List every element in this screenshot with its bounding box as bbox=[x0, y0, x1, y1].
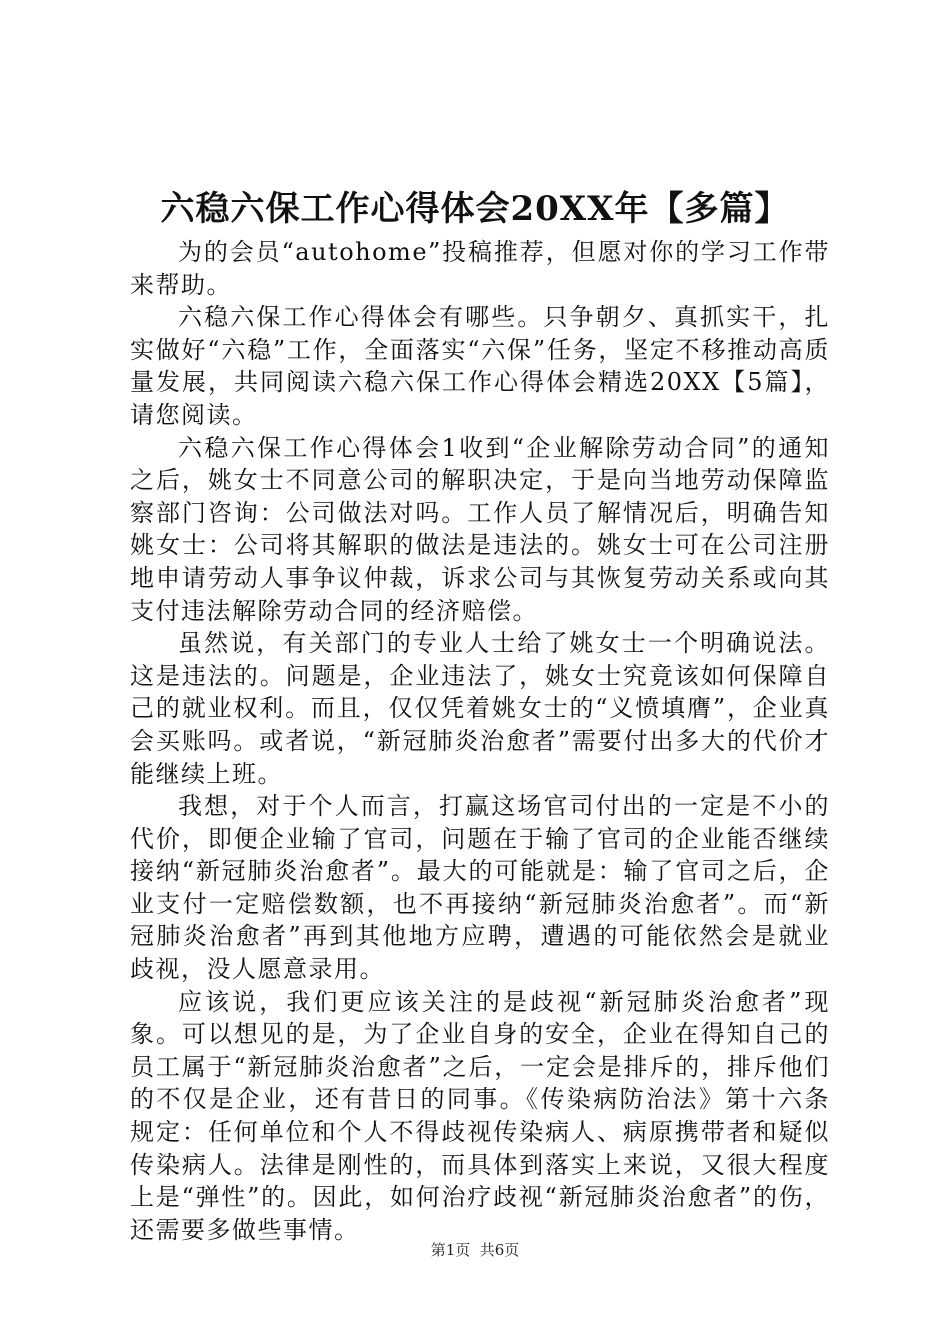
paragraph-opinion: 我想，对于个人而言，打赢这场官司付出的一定是不小的代价，即便企业输了官司，问题在于输了官司的企业能否继续接纳“新冠肺炎治愈者”。最大的可能就是：输了官司之后，企业支付一定赔偿数额，也不再接纳“新冠肺炎治愈者”。而“新冠肺炎治愈者”再到其他地方应聘，遭遇的可能依然会是就业歧视，没人愿意录用。 bbox=[130, 792, 830, 984]
paragraph-conclusion: 应该说，我们更应该关注的是歧视“新冠肺炎治愈者”现象。可以想见的是，为了企业自身的安全，企业在得知自己的员工属于“新冠肺炎治愈者”之后，一定会是排斥的，排斥他们的不仅是企业，还有昔日的同事。《传染病防治法》第十六条规定：任何单位和个人不得歧视传染病人、病原携带者和疑似传染病人。法律是刚性的，而具体到落实上来说，又很大程度上是“弹性”的。因此，如何治疗歧视“新冠肺炎治愈者”的伤，还需要多做些事情。 bbox=[130, 987, 830, 1244]
paragraph-question: 虽然说，有关部门的专业人士给了姚女士一个明确说法。这是违法的。问题是，企业违法了，姚女士究竟该如何保障自己的就业权利。而且，仅仅凭着姚女士的“义愤填膺”，企业真会买账吗。或者说，“新冠肺炎治愈者”需要付出多大的代价才能继续上班。 bbox=[130, 629, 830, 788]
paragraph-summary: 六稳六保工作心得体会有哪些。只争朝夕、真抓实干，扎实做好“六稳”工作，全面落实“六保”任务，坚定不移推动高质量发展，共同阅读六稳六保工作心得体会精选20XX【5篇】，请您阅读。 bbox=[130, 303, 830, 429]
document-title: 六稳六保工作心得体会20XX年【多篇】 bbox=[160, 189, 790, 229]
paragraph-case: 六稳六保工作心得体会1收到“企业解除劳动合同”的通知之后，姚女士不同意公司的解职决定，于是向当地劳动保障监察部门咨询：公司做法对吗。工作人员了解情况后，明确告知姚女士：公司将其解职的做法是违法的。姚女士可在公司注册地申请劳动人事争议仲裁，诉求公司与其恢复劳动关系或向其支付违法解除劳动合同的经济赔偿。 bbox=[130, 433, 830, 625]
paragraph-intro: 为的会员“autohome”投稿推荐，但愿对你的学习工作带来帮助。 bbox=[130, 238, 830, 299]
page-number-footer: 第1页 共6页 bbox=[430, 1241, 520, 1259]
document-body bbox=[130, 236, 830, 1246]
